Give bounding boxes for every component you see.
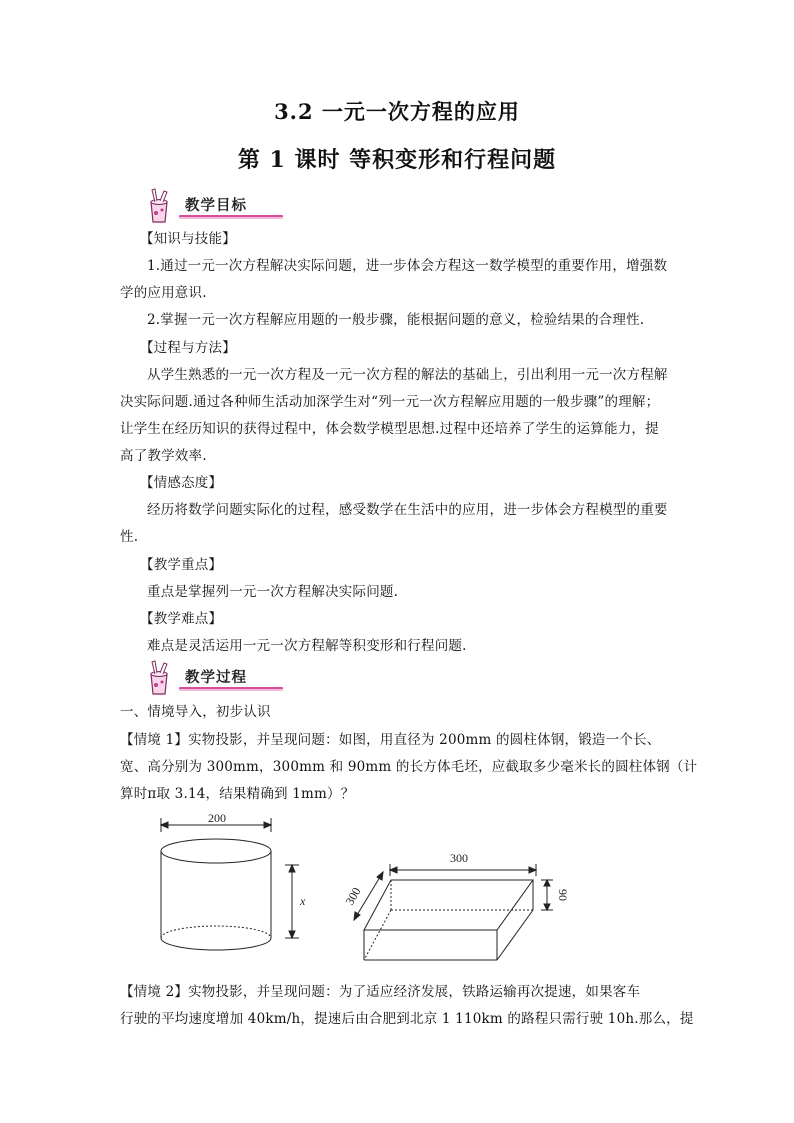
paragraph-line: 决实际问题.通过各种师生活动加深学生对“列一元一次方程解应用题的一般步骤”的理解； bbox=[120, 394, 660, 410]
paragraph-line: 1.通过一元一次方程解决实际问题，进一步体会方程这一数学模型的重要作用，增强数 bbox=[147, 258, 668, 274]
section-title-process: 教学过程 bbox=[185, 670, 247, 686]
cylinder-diagram bbox=[161, 818, 299, 950]
cuboid-diagram bbox=[354, 864, 553, 960]
cuboid-length-label: 300 bbox=[450, 851, 468, 865]
cylinder-height-label: x bbox=[300, 894, 306, 908]
heading-focus: 【教学重点】 bbox=[140, 557, 223, 573]
cuboid-height-label: 90 bbox=[556, 889, 570, 901]
section-title-objectives: 教学目标 bbox=[185, 198, 247, 214]
paragraph-line: 难点是灵活运用一元一次方程解等积变形和行程问题. bbox=[147, 638, 467, 654]
paragraph-line: 重点是掌握列一元一次方程解决实际问题. bbox=[147, 584, 399, 600]
page-subtitle: 第 1 课时 等积变形和行程问题 bbox=[237, 147, 557, 173]
heading-difficulty: 【教学难点】 bbox=[140, 611, 223, 627]
paragraph-line: 从学生熟悉的一元一次方程及一元一次方程的解法的基础上，引出利用一元一次方程解 bbox=[147, 367, 668, 383]
paragraph-line: 行驶的平均速度增加 40km/h，提速后由合肥到北京 1 110km 的路程只需行驶 10h.那么，提 bbox=[120, 1011, 694, 1027]
paragraph-line: 性. bbox=[120, 529, 139, 545]
paragraph-line: 学的应用意识. bbox=[120, 285, 207, 301]
paragraph-line: 算时π取 3.14，结果精确到 1mm）？ bbox=[120, 786, 355, 802]
cuboid-width-label: 300 bbox=[342, 884, 364, 908]
paragraph-line: 【情境 2】实物投影，并呈现问题：为了适应经济发展，铁路运输再次提速，如果客车 bbox=[120, 984, 641, 1000]
page-title: 3.2 一元一次方程的应用 bbox=[274, 99, 520, 124]
heading-emotion: 【情感态度】 bbox=[140, 475, 223, 491]
cylinder-diameter-label: 200 bbox=[208, 811, 226, 825]
paragraph-line: 宽、高分别为 300mm，300mm 和 90mm 的长方体毛坯，应截取多少毫米长的圆柱体钢（计 bbox=[120, 759, 698, 775]
paragraph-line: 2.掌握一元一次方程解应用题的一般步骤，能根据问题的意义，检验结果的合理性. bbox=[147, 312, 645, 328]
heading-knowledge: 【知识与技能】 bbox=[140, 231, 236, 247]
paragraph-line: 经历将数学问题实际化的过程，感受数学在生活中的应用，进一步体会方程模型的重要 bbox=[147, 502, 668, 518]
part-heading: 一、情境导入，初步认识 bbox=[120, 704, 271, 720]
paragraph-line: 高了教学效率. bbox=[120, 448, 207, 464]
paragraph-line: 【情境 1】实物投影，并呈现问题：如图，用直径为 200mm 的圆柱体钢，锻造一个长、 bbox=[120, 732, 661, 748]
heading-method: 【过程与方法】 bbox=[140, 340, 236, 356]
paragraph-line: 让学生在经历知识的获得过程中，体会数学模型思想.过程中还培养了学生的运算能力，提 bbox=[120, 421, 659, 437]
